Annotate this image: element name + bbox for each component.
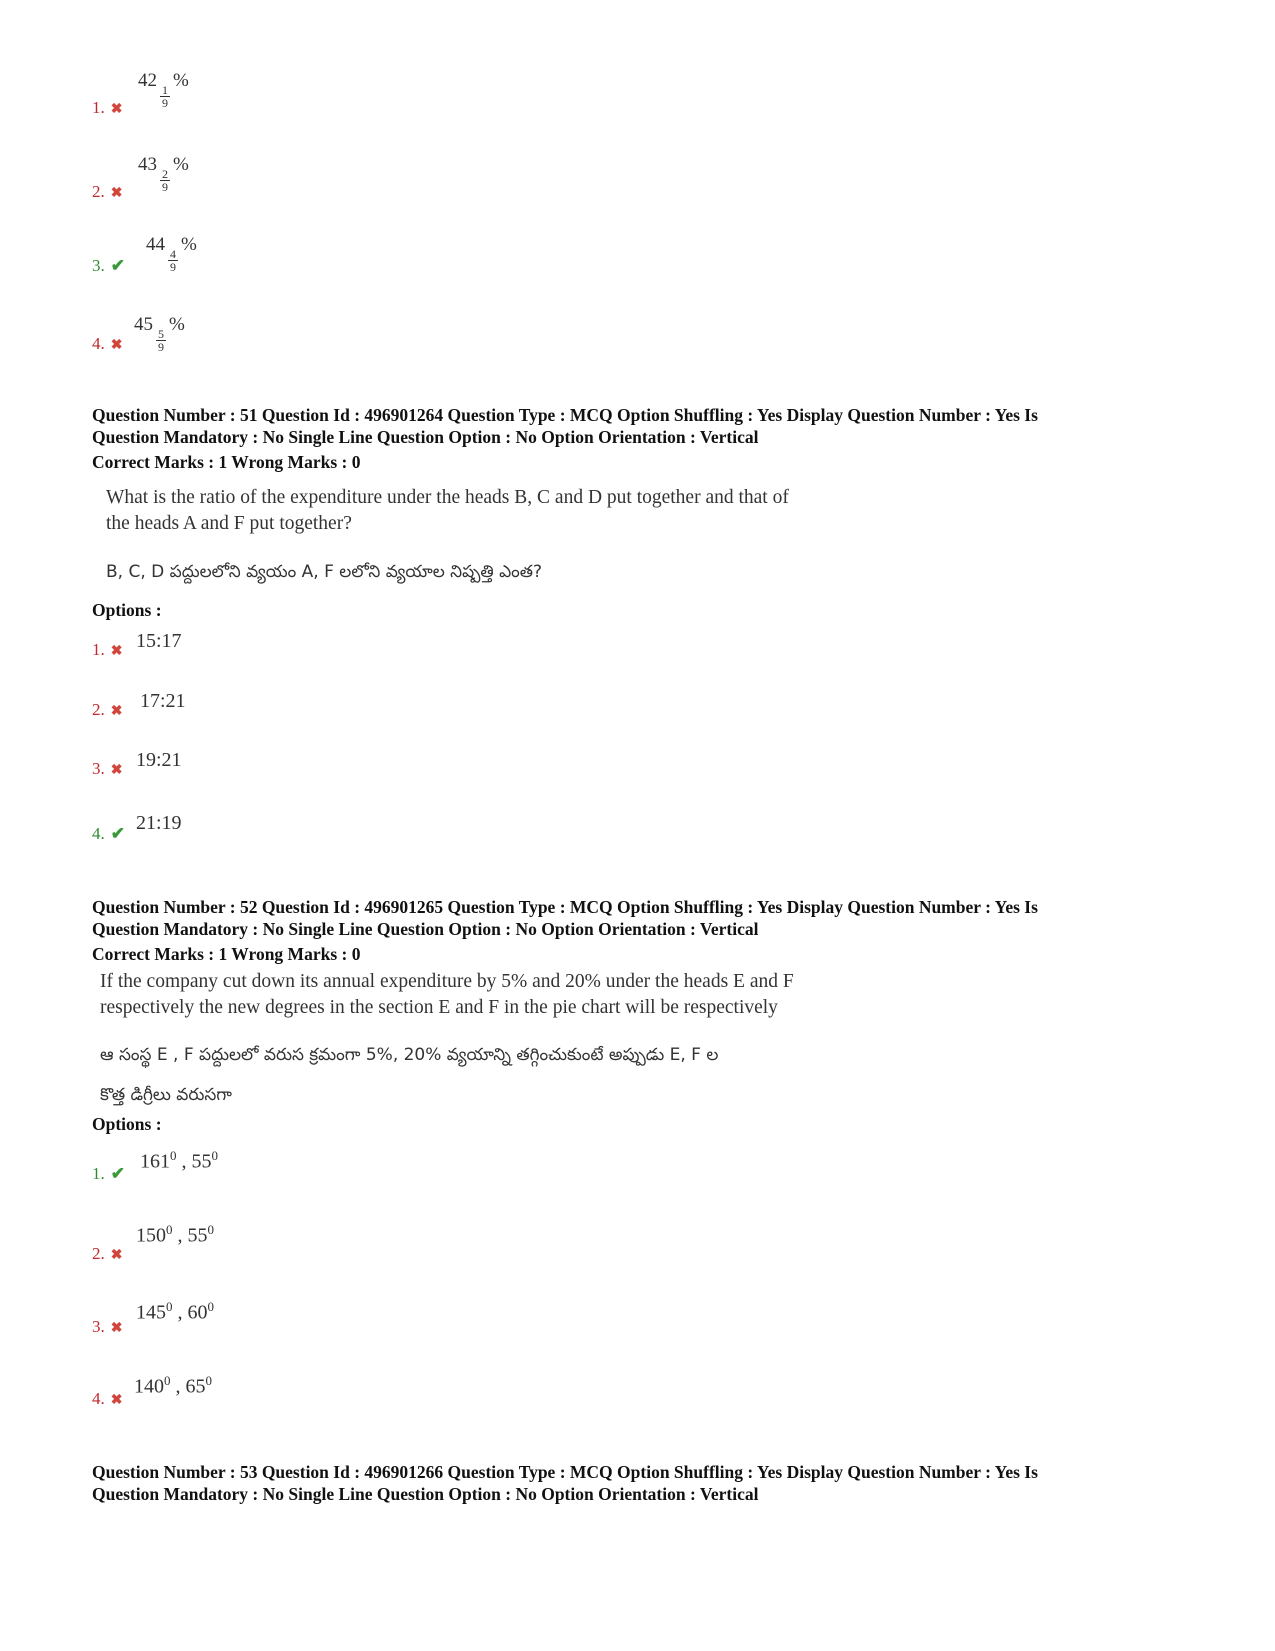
- q51-meta: [92, 404, 1212, 473]
- option-number: 3. ✔: [92, 256, 125, 275]
- option-value: 44 4 9 %: [146, 234, 197, 274]
- wrong-icon: ✖: [110, 102, 123, 117]
- option-value: 19:21: [136, 749, 182, 771]
- q53-meta-line1: Question Number : 53 Question Id : 496901266 Question Type : MCQ Option Shuffling : Yes Display Question Number : Yes Is: [92, 1462, 1038, 1482]
- option-value: 45 5 9 %: [134, 314, 185, 354]
- q52-text-en-line2: respectively the new degrees in the section E and F in the pie chart will be respectively: [100, 997, 778, 1018]
- q52-text-en: [100, 969, 794, 1021]
- check-icon: ✔: [110, 1164, 125, 1183]
- wrong-icon: ✖: [110, 644, 123, 659]
- wrong-icon: ✖: [110, 338, 123, 353]
- q52-text-te-line2: కొత్త డిగ్రీలు వరుసగా: [100, 1085, 232, 1105]
- option-number: 3. ✖: [92, 1317, 123, 1336]
- q51-options-label: Options :: [92, 600, 162, 620]
- q51-text-en: [106, 485, 789, 537]
- check-icon: ✔: [110, 824, 125, 843]
- q51-meta-line1: Question Number : 51 Question Id : 496901264 Question Type : MCQ Option Shuffling : Yes Display Question Number : Yes Is: [92, 405, 1038, 425]
- option-number: 4. ✔: [92, 824, 125, 843]
- option-value: 15:17: [136, 630, 182, 652]
- q51-text-te: B, C, D పద్దులలోని వ్యయం A, F లలోని వ్యయాల నిష్పత్తి ఎంత?: [106, 562, 543, 582]
- q52-meta-line2: Question Mandatory : No Single Line Question Option : No Option Orientation : Vertical: [92, 919, 759, 939]
- option-value: $150^0$ , $55^0$: [136, 1222, 214, 1247]
- option-number: 2. ✖: [92, 1244, 123, 1263]
- q51-text-en-line2: the heads A and F put together?: [106, 513, 352, 534]
- option-number: 1. ✖: [92, 640, 123, 659]
- option-number: 2. ✖: [92, 700, 123, 719]
- option-number: 3. ✖: [92, 759, 123, 778]
- option-value: $161^0$ , $55^0$: [140, 1148, 218, 1173]
- option-number: 1. ✖: [92, 98, 123, 117]
- q52-meta-line1: Question Number : 52 Question Id : 496901265 Question Type : MCQ Option Shuffling : Yes Display Question Number : Yes Is: [92, 897, 1038, 917]
- q53-meta: [92, 1461, 1212, 1505]
- option-value: $140^0$ , $65^0$: [134, 1373, 212, 1398]
- wrong-icon: ✖: [110, 704, 123, 719]
- wrong-icon: ✖: [110, 1321, 123, 1336]
- option-value: $145^0$ , $60^0$: [136, 1299, 214, 1324]
- q52-text-en-line1: If the company cut down its annual expenditure by 5% and 20% under the heads E and F: [100, 971, 794, 992]
- wrong-icon: ✖: [110, 763, 123, 778]
- option-value: 17:21: [140, 690, 186, 712]
- option-number: 2. ✖: [92, 182, 123, 201]
- option-value: 42 1 9 %: [138, 70, 189, 110]
- wrong-icon: ✖: [110, 1248, 123, 1263]
- q52-meta: [92, 896, 1212, 965]
- option-number: 4. ✖: [92, 1389, 123, 1408]
- wrong-icon: ✖: [110, 1393, 123, 1408]
- option-number: 1. ✔: [92, 1164, 125, 1183]
- q52-marks: Correct Marks : 1 Wrong Marks : 0: [92, 944, 361, 964]
- q51-text-en-line1: What is the ratio of the expenditure under the heads B, C and D put together and that of: [106, 487, 789, 508]
- wrong-icon: ✖: [110, 186, 123, 201]
- option-value: 43 2 9 %: [138, 154, 189, 194]
- q53-meta-line2: Question Mandatory : No Single Line Question Option : No Option Orientation : Vertical: [92, 1484, 759, 1504]
- check-icon: ✔: [110, 256, 125, 275]
- option-number: 4. ✖: [92, 334, 123, 353]
- option-value: 21:19: [136, 812, 182, 834]
- q51-marks: Correct Marks : 1 Wrong Marks : 0: [92, 452, 361, 472]
- q51-meta-line2: Question Mandatory : No Single Line Question Option : No Option Orientation : Vertical: [92, 427, 759, 447]
- q52-options-label: Options :: [92, 1114, 162, 1134]
- q52-text-te-line1: ఆ సంస్థ E , F పద్దులలో వరుస క్రమంగా 5%, 20% వ్యయాన్ని తగ్గించుకుంటే అప్పుడు E, F ల: [100, 1045, 719, 1065]
